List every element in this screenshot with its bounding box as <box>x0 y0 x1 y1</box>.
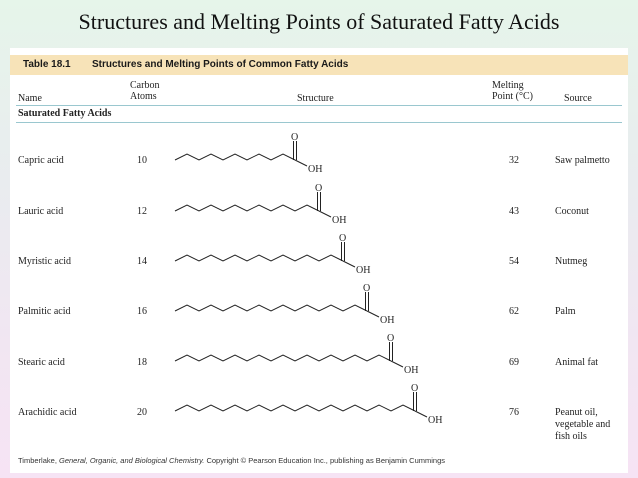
row-name: Palmitic acid <box>18 306 71 317</box>
row-source: Saw palmetto <box>555 155 610 166</box>
myristic-acid-structure <box>175 233 370 276</box>
footer-copyright: Copyright © Pearson Education Inc., publishing as Benjamin Cummings <box>206 456 446 465</box>
row-mp: 76 <box>509 407 519 418</box>
header-source: Source <box>564 93 592 104</box>
row-source: Animal fat <box>555 357 599 368</box>
slide-title: Structures and Melting Points of Saturated Fatty Acids <box>78 9 560 34</box>
section-label: Saturated Fatty Acids <box>18 108 112 119</box>
hydroxyl-label: OH <box>380 315 395 326</box>
row-source: Coconut <box>555 206 589 217</box>
row-source-line2: vegetable and <box>555 419 611 430</box>
row-mp: 43 <box>509 206 519 217</box>
header-name: Name <box>18 93 42 104</box>
header-mp-line2: Point (°C) <box>492 91 533 102</box>
header-structure: Structure <box>297 93 334 104</box>
carbonyl-o-label: O <box>363 283 371 294</box>
row-carbons: 14 <box>137 256 147 267</box>
row-name: Myristic acid <box>18 256 72 267</box>
carbonyl-o-label: O <box>291 132 299 143</box>
row-carbons: 10 <box>137 155 147 166</box>
hydroxyl-label: OH <box>356 265 371 276</box>
row-carbons: 20 <box>137 407 147 418</box>
row-mp: 69 <box>509 357 519 368</box>
stearic-acid-structure <box>175 333 418 376</box>
arachidic-acid-structure <box>175 383 442 426</box>
fatty-acid-table <box>10 48 628 473</box>
hydroxyl-label: OH <box>404 365 419 376</box>
row-source: Palm <box>555 306 576 317</box>
palmitic-acid-structure <box>175 283 394 326</box>
row-carbons: 16 <box>137 306 147 317</box>
row-source: Nutmeg <box>555 256 588 267</box>
row-name: Lauric acid <box>18 206 64 217</box>
row-mp: 54 <box>509 256 519 267</box>
hydroxyl-label: OH <box>428 415 443 426</box>
header-carbon-line2: Atoms <box>130 91 157 102</box>
header-mp-line1: Melting <box>492 80 524 91</box>
footer-book: General, Organic, and Biological Chemistry. <box>59 456 205 465</box>
row-mp: 32 <box>509 155 519 166</box>
structures-svg <box>10 48 628 453</box>
capric-acid-structure <box>175 132 322 175</box>
footer-author: Timberlake, <box>18 456 57 465</box>
table-caption-text: Structures and Melting Points of Common Fatty Acids <box>92 59 349 70</box>
hydroxyl-label: OH <box>308 164 323 175</box>
carbonyl-o-label: O <box>339 233 347 244</box>
source-footer <box>18 456 445 465</box>
carbonyl-o-label: O <box>411 383 419 394</box>
row-carbons: 18 <box>137 357 147 368</box>
row-carbons: 12 <box>137 206 147 217</box>
lauric-acid-structure <box>175 183 346 226</box>
table-number: Table 18.1 <box>23 59 71 70</box>
row-name: Capric acid <box>18 155 64 166</box>
carbonyl-o-label: O <box>387 333 395 344</box>
hydroxyl-label: OH <box>332 215 347 226</box>
row-source-line3: fish oils <box>555 431 587 442</box>
header-carbon-line1: Carbon <box>130 80 160 91</box>
row-name: Arachidic acid <box>18 407 77 418</box>
carbonyl-o-label: O <box>315 183 323 194</box>
row-name: Stearic acid <box>18 357 65 368</box>
row-source-line1: Peanut oil, <box>555 407 598 418</box>
row-mp: 62 <box>509 306 519 317</box>
